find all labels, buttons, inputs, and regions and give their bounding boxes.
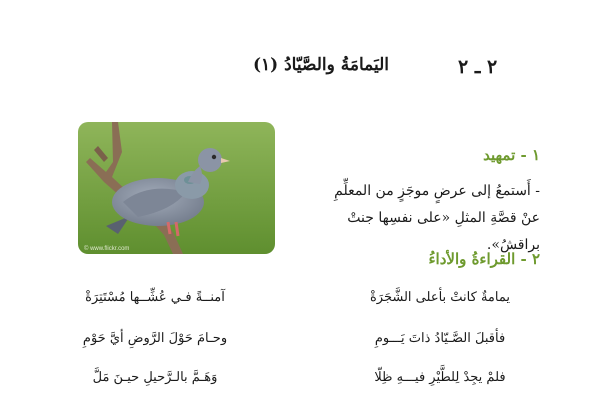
intro-text: - أَستمعُ إلى عرضٍ موجَزٍ من المعلِّمِ عنْ قصَّةِ المثلِ «على نفسِها جنتْ براقشُ». (334, 183, 540, 253)
lesson-title: اليَمامَةُ والصَّيّادُ (١) (252, 55, 390, 75)
verse-2-second: وحـامَ حَوْلَ الرَّوضِ أيَّ حَوْمِ (82, 331, 228, 346)
reading-heading: ٢ - القراءةُ والأداءُ (428, 250, 540, 268)
pigeon-photo (78, 122, 275, 254)
verse-2-first: فأقبلَ الصَّـيّادُ ذاتَ يَـــومِ (374, 331, 506, 346)
svg-text:© www.flickr.com: © www.flickr.com (84, 246, 130, 252)
verse-1-first: يمامةٌ كانتْ بأعلى الشَّجَرَةْ (370, 290, 510, 305)
verse-1-second: آمنــةً فـي عُشِّــها مُسْتَتِرَةْ (85, 290, 225, 305)
pigeon-illustration (78, 122, 275, 254)
verse-3-first: فلمْ يجِدْ لِلطَّيْرِ فيـــهِ ظِلّا (374, 370, 506, 385)
verse-3-second: وَهَـمَّ بالـرَّحيلِ حيـنَ مَلَّ (92, 370, 218, 385)
intro-heading: ١ - تمهيد (483, 146, 540, 164)
lesson-number: ٢ ـ ٢ (458, 56, 498, 78)
